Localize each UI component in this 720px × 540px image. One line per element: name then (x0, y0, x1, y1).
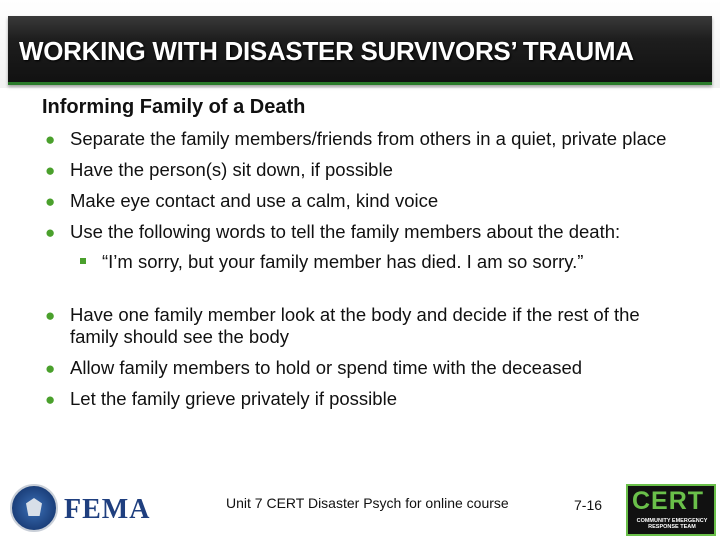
bullet-text: Allow family members to hold or spend time with the deceased (70, 357, 583, 378)
bullet-item (44, 388, 684, 410)
bullet-item (44, 304, 684, 348)
cert-logo-word: CERT (632, 487, 705, 515)
dhs-seal-icon (10, 484, 58, 532)
bullet-dot-icon: ● (45, 390, 56, 409)
bullet-dot-icon: ● (45, 161, 56, 180)
slide-title: WORKING WITH DISASTER SURVIVORS’ TRAUMA (19, 36, 634, 66)
bullet-text: Use the following words to tell the family members about the death: (70, 221, 621, 242)
sub-bullet-text: “I’m sorry, but your family member has died. I am so sorry.” (102, 251, 584, 272)
bullet-dot-icon: ● (45, 359, 56, 378)
bullet-text: Make eye contact and use a calm, kind voice (70, 190, 439, 211)
bullet-item (44, 221, 684, 273)
bullet-list (44, 128, 684, 419)
bullet-item (44, 357, 684, 379)
cert-logo-subtext: COMMUNITY EMERGENCY RESPONSE TEAM (636, 518, 708, 530)
page-number: 7-16 (574, 497, 603, 513)
bullet-text: Let the family grieve privately if possible (70, 388, 397, 409)
bullet-text: Separate the family members/friends from others in a quiet, private place (70, 128, 667, 149)
slide-subtitle: Informing Family of a Death (42, 96, 306, 118)
bullet-text: Have one family member look at the body and decide if the rest of the family should see the body (70, 304, 640, 347)
bullet-item (44, 190, 684, 212)
cert-logo (626, 484, 716, 536)
course-footer-text: Unit 7 CERT Disaster Psych for online course (226, 495, 509, 511)
bullet-dot-icon: ● (45, 306, 56, 325)
bullet-item (44, 128, 684, 150)
sub-bullet-item (70, 251, 684, 273)
bullet-spacer (44, 282, 684, 304)
square-bullet-icon (80, 258, 86, 264)
fema-logo: FEMA (64, 494, 151, 525)
bullet-text: Have the person(s) sit down, if possible (70, 159, 393, 180)
bullet-dot-icon: ● (45, 130, 56, 149)
bullet-dot-icon: ● (45, 192, 56, 211)
bullet-dot-icon: ● (45, 223, 56, 242)
bullet-item (44, 159, 684, 181)
